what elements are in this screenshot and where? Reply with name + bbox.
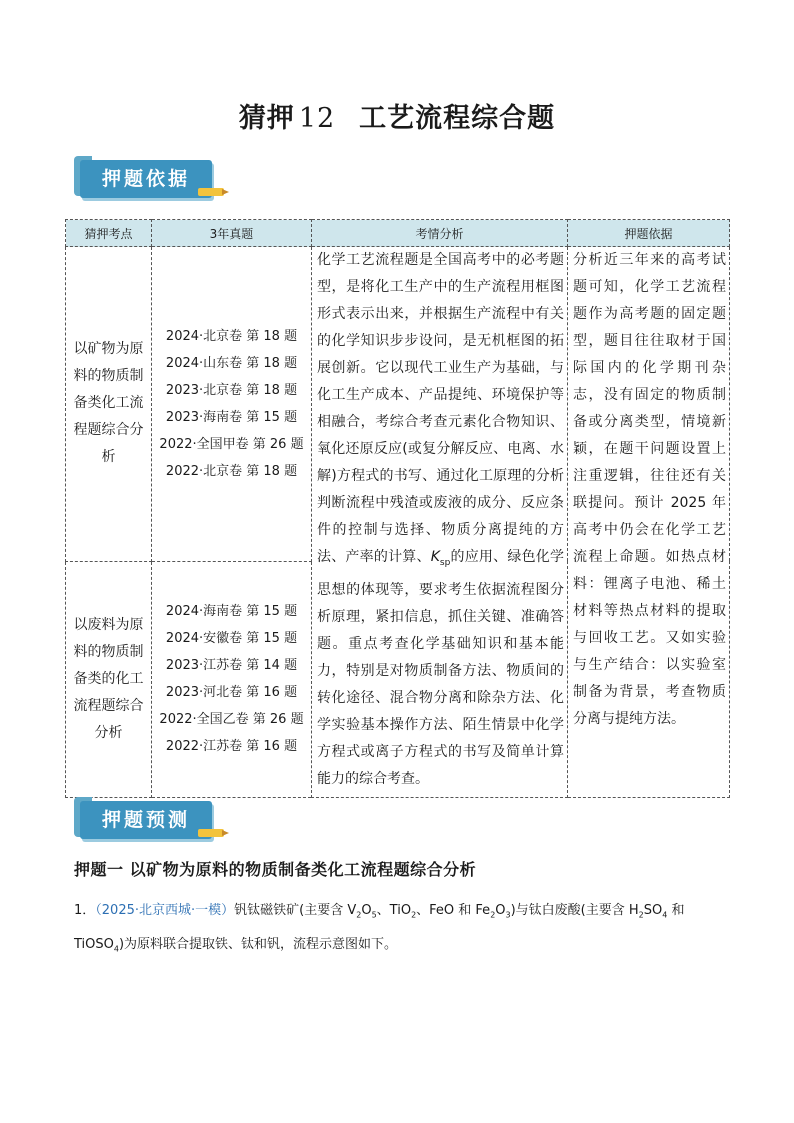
year-item: 2024·山东卷 第 18 题 bbox=[165, 355, 298, 371]
year-item: 2023·江苏卷 第 14 题 bbox=[165, 658, 298, 674]
header-analysis: 考情分析 bbox=[312, 220, 568, 247]
basis-table bbox=[65, 219, 730, 798]
question-text: )为原料联合提取铁、钛和钒，流程示意图如下。 bbox=[118, 936, 398, 952]
title-number: 12 bbox=[298, 103, 336, 134]
question-text: O bbox=[495, 903, 506, 918]
question-text: 、FeO 和 Fe bbox=[416, 903, 491, 918]
year-item: 2024·安徽卷 第 15 题 bbox=[165, 631, 298, 647]
year-item: 2022·全国甲卷 第 26 题 bbox=[159, 436, 304, 452]
page-title bbox=[0, 96, 794, 135]
year-item: 2022·北京卷 第 18 题 bbox=[165, 463, 298, 479]
question-source: （2025·北京西城·一模） bbox=[95, 903, 235, 918]
pencil-icon bbox=[198, 188, 228, 198]
subscript: 4 bbox=[662, 910, 668, 920]
section-heading: 押题一 以矿物为原料的物质制备类化工流程题综合分析 bbox=[74, 860, 477, 879]
ksp-subscript: sp bbox=[439, 557, 451, 568]
year-item: 2022·全国乙卷 第 26 题 bbox=[159, 712, 304, 728]
analysis-part-b: 的应用、绿色化学思想的体现等，要求考生依据流程图分析原理，紧扣信息，抓住关键、准确答题。重点考查化学基础知识和基本能力，特别是对物质制备方法、物质间的转化途径、混合物分离和除杂方法、化学实验基本操作方法、陌生情景中化学方程式或离子方程式的书写及简单计算能力的综合考查。 bbox=[317, 549, 564, 787]
subscript: 2 bbox=[490, 910, 496, 920]
year-item: 2023·海南卷 第 15 题 bbox=[165, 409, 298, 425]
table-header-row bbox=[66, 220, 730, 247]
subscript: 2 bbox=[411, 910, 417, 920]
year-item: 2023·北京卷 第 18 题 bbox=[165, 382, 298, 398]
predict-badge bbox=[74, 797, 230, 849]
subscript: 2 bbox=[356, 910, 362, 920]
pencil-icon bbox=[198, 829, 228, 839]
question-text: TiOSO bbox=[74, 936, 114, 952]
ksp-symbol: K bbox=[430, 549, 440, 565]
header-years: 3年真题 bbox=[152, 220, 312, 247]
header-basis: 押题依据 bbox=[568, 220, 730, 247]
table-row bbox=[66, 247, 730, 562]
subscript: 5 bbox=[371, 910, 377, 920]
year-item: 2024·海南卷 第 15 题 bbox=[165, 604, 298, 620]
basis-badge-label: 押题依据 bbox=[101, 168, 190, 190]
question-text: 和 bbox=[667, 903, 685, 918]
year-item: 2022·江苏卷 第 16 题 bbox=[165, 739, 298, 755]
basis-badge bbox=[74, 156, 230, 208]
basis-text: 分析近三年来的高考试题可知，化学工艺流程题作为高考题的固定题型，题目往往取材于国际国内的化学期刊杂志，没有固定的物质制备或分离类型，情境新颖，在题干问题设置上注重逻辑，往往还有关联提问。预计 2025 年高考中仍会在化学工艺流程上命题。如热点材料：锂离子电池、稀土材料等热点材料的提取与回收工艺。又如实验与生产结合：以实验室制备为背景，考查物质分离与提纯方法。 bbox=[568, 247, 730, 798]
subscript: 4 bbox=[113, 944, 119, 954]
row-years bbox=[152, 561, 312, 797]
title-text: 猜押 bbox=[238, 103, 295, 134]
question-text: 钒钛磁铁矿(主要含 V bbox=[234, 903, 357, 918]
question-1 bbox=[74, 896, 724, 963]
subscript: 3 bbox=[505, 910, 511, 920]
analysis-text bbox=[312, 247, 568, 798]
row-years bbox=[152, 247, 312, 562]
row-point: 以废料为原料的物质制备类的化工流程题综合分析 bbox=[66, 561, 152, 797]
question-text: SO bbox=[643, 903, 663, 918]
question-text: O bbox=[361, 903, 372, 918]
question-text: )与钛白废酸(主要含 H bbox=[510, 903, 639, 918]
question-number: 1． bbox=[74, 903, 96, 918]
predict-badge-label: 押题预测 bbox=[101, 809, 190, 831]
question-text: 、TiO bbox=[376, 903, 412, 918]
header-point: 猜押考点 bbox=[66, 220, 152, 247]
title-topic: 工艺流程综合题 bbox=[359, 103, 556, 134]
analysis-part-a: 化学工艺流程题是全国高考中的必考题型，是将化工生产中的生产流程用框图形式表示出来，并根据生产流程中有关的化学知识步步设问，是无机框图的拓展创新。它以现代工业生产为基础，与化工生产成本、产品提纯、环境保护等相融合，考综合考查元素化合物知识、氧化还原反应(或复分解反应、电离、水解)方程式的书写、通过化工原理的分析判断流程中残渣或废液的成分、反应条件的控制与选择、物质分离提纯的方法、产率的计算、 bbox=[317, 252, 564, 565]
year-item: 2024·北京卷 第 18 题 bbox=[165, 328, 298, 344]
row-point: 以矿物为原料的物质制备类化工流程题综合分析 bbox=[66, 247, 152, 562]
year-item: 2023·河北卷 第 16 题 bbox=[165, 685, 298, 701]
subscript: 2 bbox=[638, 910, 644, 920]
